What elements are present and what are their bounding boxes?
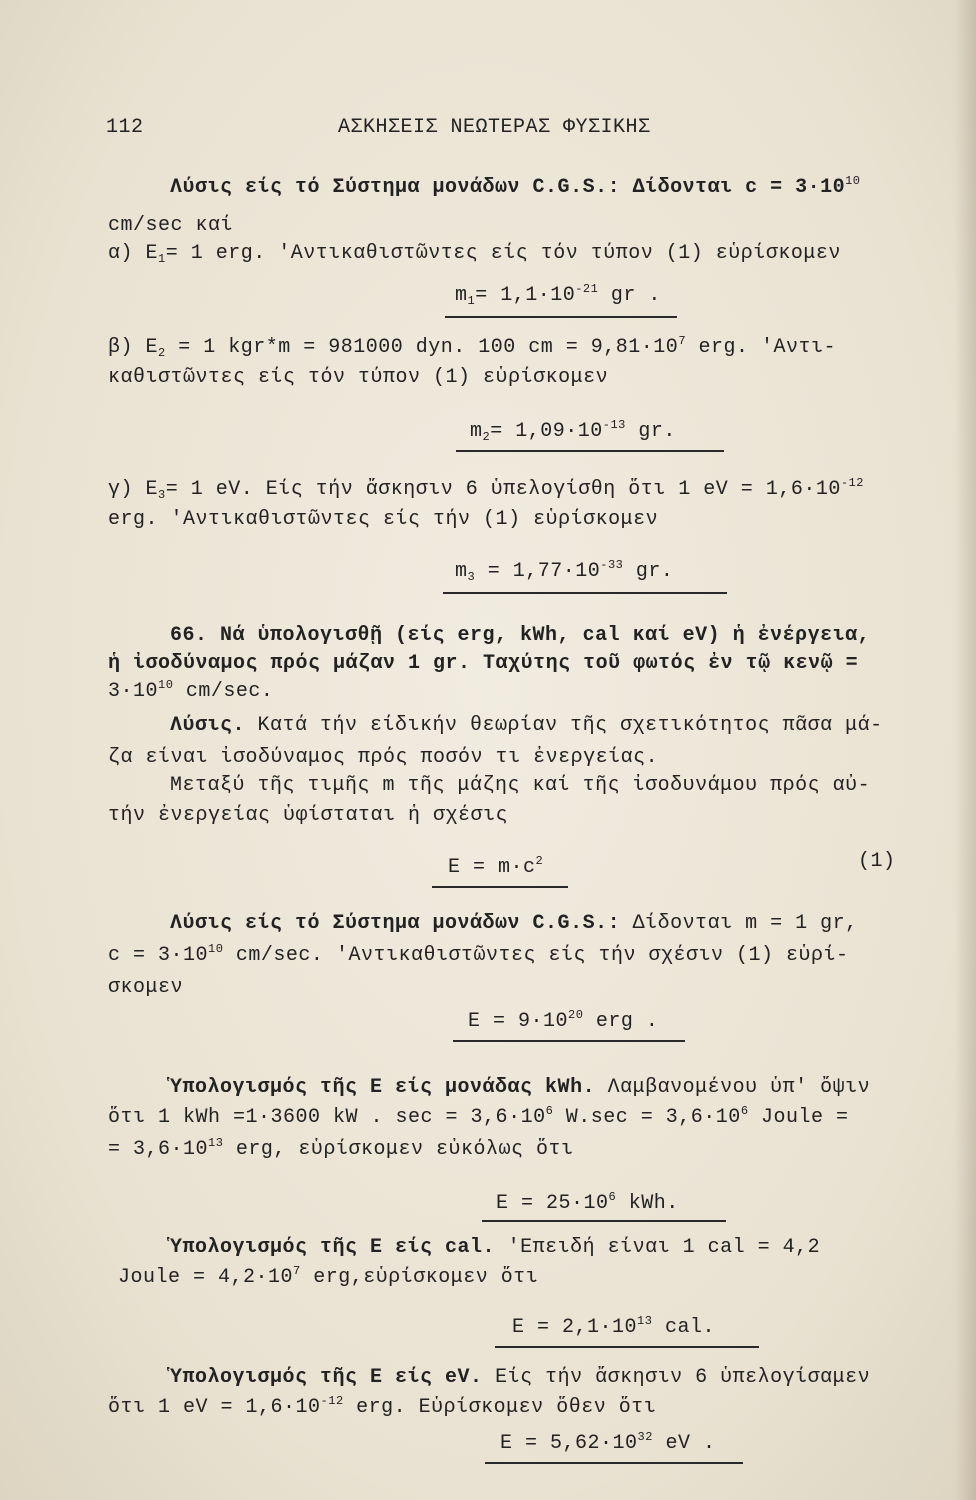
text-line: Ὑπολογισμός τῆς E είς eV. Είς τήν ἄσκησιν 6 ὑπελογίσαμεν [170, 1366, 871, 1389]
text-line: $c = 3\cdot 10^{10}$ cm/sec. 'Αντικαθιστῶντες είς τήν σχέσιν (1) εὑρί- [108, 942, 849, 967]
equation-underline [432, 886, 568, 888]
equation-underline [443, 592, 727, 594]
equation-underline [495, 1346, 759, 1348]
text-line: cm/sec καί [108, 214, 234, 237]
equation: $m_1= 1,1\cdot 10^{-21}$ gr . [455, 282, 661, 308]
text-line: ζα είναι ἰσοδύναμος πρός ποσόν τι ἐνεργείας. [108, 746, 659, 769]
equation: $m_2= 1,09\cdot 10^{-13}$ gr. [470, 418, 676, 444]
equation: $m_3 = 1,77\cdot 10^{-33}$ gr. [455, 558, 674, 584]
problem-statement: ἡ ἰσοδύναμος πρός μάζαν 1 gr. Ταχύτης τοῦ φωτός ἐν τῷ κενῷ = [108, 652, 859, 675]
page-edge-shadow [954, 0, 976, 1500]
problem-statement: 66. Νά ὑπολογισθῇ (είς erg, kWh, cal καί eV) ἡ ἐνέργεια, [170, 624, 871, 647]
equation: $E = 25\cdot 10^6$ kWh. [496, 1190, 679, 1215]
text-line: Μεταξύ τῆς τιμῆς m τῆς μάζης καί τῆς ἰσοδυνάμου πρός αὐ- [170, 774, 871, 797]
equation: $E = m\cdot c^2$ [448, 854, 544, 879]
text-line: γ) $E_3= 1$ eV. Είς τήν ἄσκησιν 6 ὑπελογίσθη ὅτι 1 eV = $1,6\cdot 10^{-12}$ [108, 476, 864, 502]
text-line: Ὑπολογισμός τῆς E είς μονάδας kWh. Λαμβανομένου ὑπ' ὄψιν [170, 1076, 871, 1099]
equation-underline [453, 1040, 685, 1042]
equation: $E = 5,62\cdot 10^{32}$ eV . [500, 1430, 716, 1455]
text-line: τήν ἐνεργείας ὑφίσταται ἡ σχέσις [108, 804, 509, 827]
text-line: σκομεν [108, 976, 184, 999]
equation: $E = 2,1\cdot 10^{13}$ cal. [512, 1314, 715, 1339]
equation-underline [456, 450, 724, 452]
equation-underline [482, 1220, 726, 1222]
equation: $E = 9\cdot 10^{20}$ erg . [468, 1008, 659, 1033]
text-line: Λύσις. Κατά τήν είδικήν θεωρίαν τῆς σχετικότητος πᾶσα μά- [170, 714, 883, 737]
running-title: ΑΣΚΗΣΕΙΣ ΝΕΩΤΕΡΑΣ ΦΥΣΙΚΗΣ [338, 116, 651, 139]
text-line: $3\cdot 10^{10}$ cm/sec. [108, 678, 274, 703]
equation-underline [445, 316, 677, 318]
equation-underline [485, 1462, 743, 1464]
text-line: Ὑπολογισμός τῆς E είς cal. 'Επειδή είναι 1 cal = 4,2 [170, 1236, 821, 1259]
text-line: erg. 'Αντικαθιστῶντες είς τήν (1) εὑρίσκομεν [108, 508, 659, 531]
text-line: = $3,6\cdot 10^{13}$ erg, εὑρίσκομεν εὐκόλως ὅτι [108, 1136, 574, 1161]
text-line: ὅτι 1 kWh =1·3600 kW . $\sec = 3,6\cdot 10^6$ $W.\sec = 3,6\cdot 10^6$ Joule = [108, 1104, 849, 1129]
text-line: Λύσις είς τό Σύστημα μονάδων C.G.S.: Δίδονται m = 1 gr, [170, 912, 858, 935]
text-line: ὅτι 1 eV = $1,6\cdot 10^{-12}$ erg. Εὑρίσκομεν ὅθεν ὅτι [108, 1394, 657, 1419]
equation-number: (1) [858, 850, 896, 873]
page-number: 112 [106, 116, 144, 139]
text-line: καθιστῶντες είς τόν τύπον (1) εὑρίσκομεν [108, 366, 609, 389]
text-line: Joule = $4,2\cdot 10^7$ erg,εὑρίσκομεν ὅτι [118, 1264, 539, 1289]
text-line: Λύσις είς τό Σύστημα μονάδων C.G.S.: Δίδονται $c = 3\cdot 10^{10}$ [170, 174, 861, 199]
text-line: α) $E_1= 1$ erg. 'Αντικαθιστῶντες είς τόν τύπον (1) εὑρίσκομεν [108, 242, 841, 266]
text-line: β) $E_2 = 1$ kgr*m = 981000 dyn. 100 cm = $9,81\cdot 10^7$ erg. 'Αντι- [108, 334, 837, 360]
